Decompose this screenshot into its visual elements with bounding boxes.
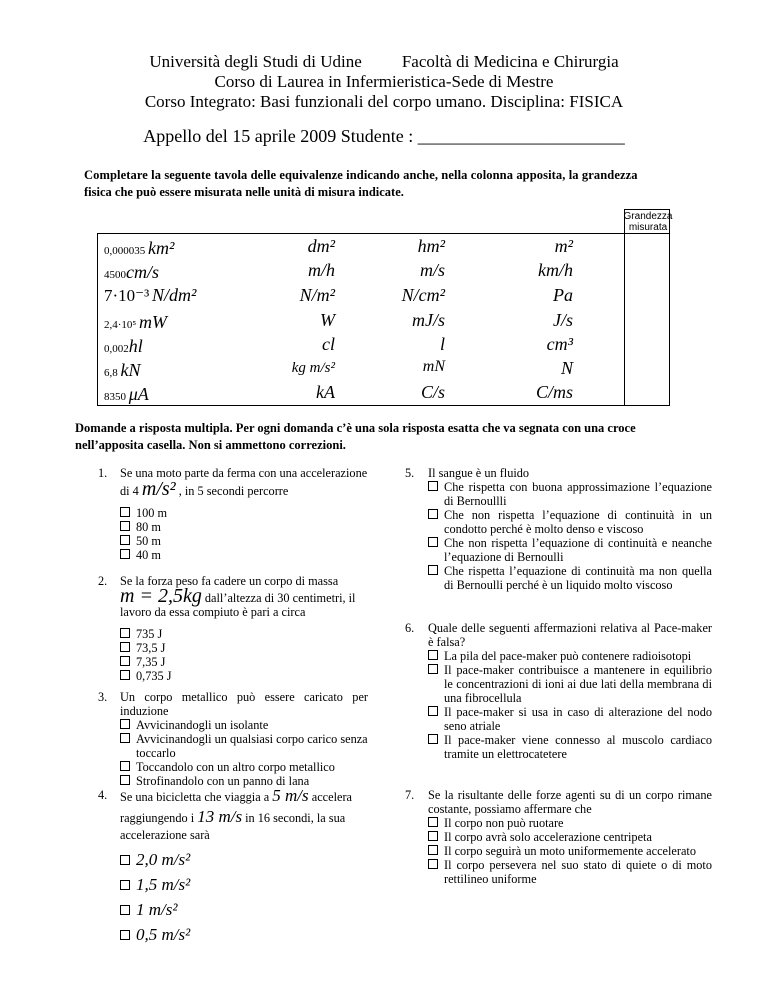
q4-option[interactable]: 1,5 m/s²: [120, 873, 190, 898]
checkbox[interactable]: [120, 656, 130, 666]
checkbox[interactable]: [120, 905, 130, 915]
q1-option[interactable]: 80 m: [120, 520, 167, 534]
q6-options: [428, 649, 712, 761]
mc-instructions-line2: nell’apposita casella. Non si ammettono correzioni.: [75, 438, 346, 452]
q1-option[interactable]: 100 m: [120, 506, 167, 520]
q6-option[interactable]: Il pace-maker contribuisce a mantenere in equilibrio le concentrazioni di ioni ai due lati della membrana di una fibrocellula: [428, 663, 712, 705]
q3-options: [120, 718, 368, 788]
faculty-name: Facoltà di Medicina e Chirurgia: [401, 52, 619, 71]
checkbox[interactable]: [120, 670, 130, 680]
q2-number: 2.: [98, 574, 108, 588]
q2-text: Se la forza peso fa cadere un corpo di massa m = 2,5kg dall’altezza di 30 centimetri, il lavoro da essa compiuto è pari a circa: [120, 574, 356, 619]
q1-number: 1.: [98, 466, 108, 480]
q3-option[interactable]: Strofinandolo con un panno di lana: [120, 774, 368, 788]
checkbox[interactable]: [428, 650, 438, 660]
table-instructions-line1: Completare la seguente tavola delle equivalenze indicando anche, nella colonna apposita, la grandezza: [84, 168, 638, 182]
q7-option[interactable]: Il corpo non può ruotare: [428, 816, 712, 830]
q6-number: 6.: [405, 621, 415, 635]
q3-number: 3.: [98, 690, 108, 704]
checkbox[interactable]: [120, 761, 130, 771]
checkbox[interactable]: [428, 831, 438, 841]
checkbox[interactable]: [428, 734, 438, 744]
q5-number: 5.: [405, 466, 415, 480]
q5-option[interactable]: Che rispetta con buona approssimazione l’equazione di Bernoullli: [428, 480, 712, 508]
checkbox[interactable]: [120, 549, 130, 559]
q1-option[interactable]: 40 m: [120, 548, 167, 562]
university-header: [0, 52, 768, 72]
q4-option[interactable]: 1 m/s²: [120, 898, 190, 923]
university-name: Università degli Studi di Udine: [149, 52, 362, 71]
checkbox[interactable]: [120, 930, 130, 940]
checkbox[interactable]: [120, 775, 130, 785]
q7-number: 7.: [405, 788, 415, 802]
table-divider: [624, 233, 625, 406]
q4-option[interactable]: 2,0 m/s²: [120, 848, 190, 873]
q6-option[interactable]: La pila del pace-maker può contenere radioisotopi: [428, 649, 712, 663]
q3-text: Un corpo metallico può essere caricato per induzione: [120, 690, 368, 718]
q5-text: Il sangue è un fluido: [428, 466, 530, 480]
checkbox[interactable]: [120, 628, 130, 638]
q5-option[interactable]: Che non rispetta l’equazione di continuità in un condotto perché è molto denso e viscoso: [428, 508, 712, 536]
q3-option[interactable]: Avvicinandogli un qualsiasi corpo carico senza toccarlo: [120, 732, 368, 760]
table-instructions-line2: fisica che può essere misurata nelle unità di misura indicate.: [84, 185, 404, 199]
checkbox[interactable]: [428, 817, 438, 827]
q3-option[interactable]: Avvicinandogli un isolante: [120, 718, 368, 732]
exam-date-student: Appello del 15 aprile 2009 Studente : _______________________: [143, 126, 625, 146]
checkbox[interactable]: [120, 642, 130, 652]
q2-options: [120, 627, 172, 683]
q3-option[interactable]: Toccandolo con un altro corpo metallico: [120, 760, 368, 774]
q7-options: [428, 816, 712, 886]
course-title: Corso di Laurea in Infermieristica-Sede di Mestre: [214, 72, 554, 91]
q2-option[interactable]: 73,5 J: [120, 641, 172, 655]
checkbox[interactable]: [428, 537, 438, 547]
q4-options: [120, 848, 190, 948]
q2-option[interactable]: 7,35 J: [120, 655, 172, 669]
q6-option[interactable]: Il pace-maker viene connesso al muscolo cardiaco tramite un elettrocatetere: [428, 733, 712, 761]
q7-text: Se la risultante delle forze agenti su di un corpo rimane costante, possiamo affermare che: [428, 788, 712, 816]
q7-option[interactable]: Il corpo persevera nel suo stato di quiete o di moto rettilineo uniforme: [428, 858, 712, 886]
q5-option[interactable]: Che rispetta l’equazione di continuità ma non quella di Bernoulli perché è un liquido molto viscoso: [428, 564, 712, 592]
measured-header-label: Grandezza misurata: [623, 211, 673, 233]
q1-text: Se una moto parte da ferma con una accelerazione di 4 m/s² , in 5 secondi percorre: [120, 466, 368, 500]
checkbox[interactable]: [120, 733, 130, 743]
checkbox[interactable]: [120, 521, 130, 531]
checkbox[interactable]: [428, 565, 438, 575]
q6-option[interactable]: Il pace-maker si usa in caso di alterazione del nodo seno atriale: [428, 705, 712, 733]
q7-option[interactable]: Il corpo seguirà un moto uniformemente accelerato: [428, 844, 712, 858]
q2-option[interactable]: 735 J: [120, 627, 172, 641]
checkbox[interactable]: [428, 481, 438, 491]
q4-option[interactable]: 0,5 m/s²: [120, 923, 190, 948]
checkbox[interactable]: [120, 855, 130, 865]
q2-option[interactable]: 0,735 J: [120, 669, 172, 683]
q1-options: [120, 506, 167, 562]
checkbox[interactable]: [428, 706, 438, 716]
checkbox[interactable]: [120, 535, 130, 545]
checkbox[interactable]: [120, 507, 130, 517]
mc-instructions-line1: Domande a risposta multipla. Per ogni domanda c’è una sola risposta esatta che va segnata con una croce: [75, 421, 636, 435]
discipline-line: Corso Integrato: Basi funzionali del corpo umano. Disciplina: FISICA: [144, 92, 624, 111]
q1-option[interactable]: 50 m: [120, 534, 167, 548]
q4-text: Se una bicicletta che viaggia a 5 m/s accelera raggiungendo i 13 m/s in 16 secondi, la sua accelerazione sarà: [120, 786, 352, 842]
checkbox[interactable]: [120, 880, 130, 890]
q7-option[interactable]: Il corpo avrà solo accelerazione centripeta: [428, 830, 712, 844]
q5-options: [428, 480, 712, 592]
checkbox[interactable]: [428, 664, 438, 674]
checkbox[interactable]: [428, 509, 438, 519]
q4-number: 4.: [98, 788, 108, 802]
q6-text: Quale delle seguenti affermazioni relativa al Pace-maker è falsa?: [428, 621, 712, 649]
q5-option[interactable]: Che non rispetta l’equazione di continuità e neanche l’equazione di Bernoulli: [428, 536, 712, 564]
checkbox[interactable]: [428, 859, 438, 869]
checkbox[interactable]: [120, 719, 130, 729]
checkbox[interactable]: [428, 845, 438, 855]
